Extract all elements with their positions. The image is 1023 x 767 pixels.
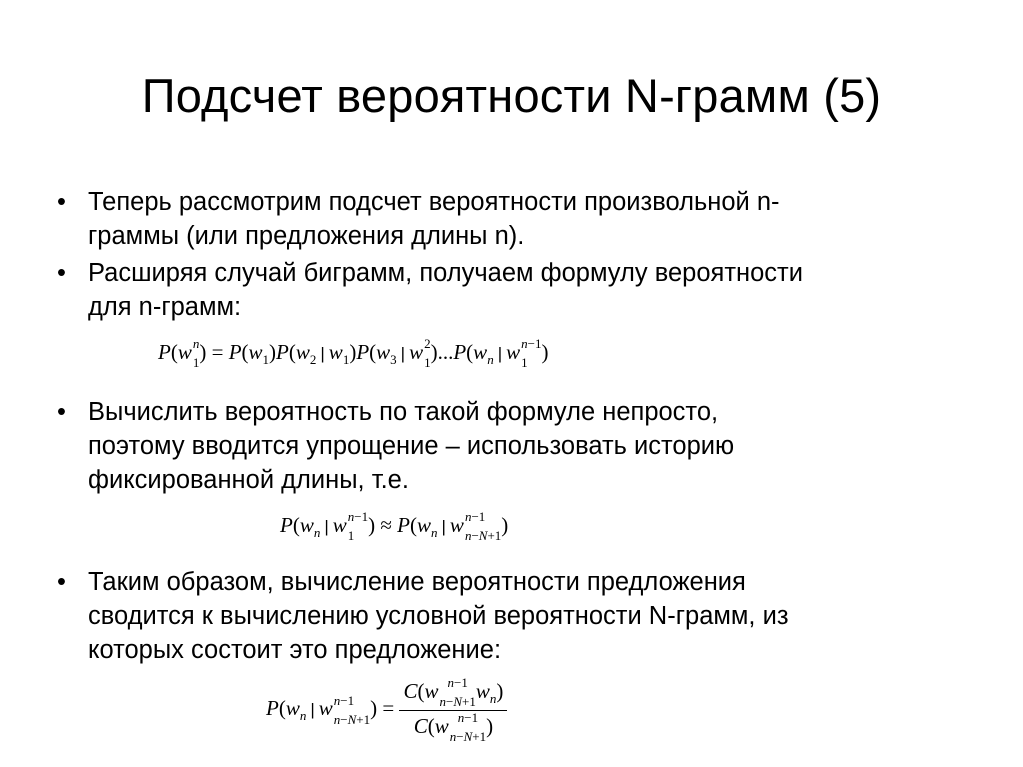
bullet-line: Таким образом, вычисление вероятности предложения: [88, 568, 746, 596]
bullet-line: фиксированной длины, т.е.: [88, 466, 409, 494]
bullet-line: Вычислить вероятность по такой формуле непросто,: [88, 398, 719, 426]
fraction-numerator: C(w n−1 n−N+1 $w_n$): [399, 680, 507, 711]
bullet-marker: •: [57, 568, 66, 596]
formula-markov-approx: [280, 509, 509, 543]
bullet-line: которых состоит это предложение:: [88, 636, 502, 664]
bullet-item-3: [57, 395, 957, 497]
bullet-line: для n-грамм:: [88, 293, 242, 321]
bullet-marker: •: [57, 188, 66, 216]
formula-chain-rule: [158, 336, 549, 370]
bullet-line: граммы (или предложения длины n).: [88, 222, 525, 250]
bullet-line: сводится к вычислению условной вероятности N-грамм, из: [88, 602, 789, 630]
bullet-line: Теперь рассмотрим подсчет вероятности произвольной n-: [88, 188, 780, 216]
bullet-item-2: [57, 256, 957, 324]
slide-title: Подсчет вероятности N-грамм (5): [141, 69, 882, 122]
fraction-denominator: C(w n−1 n−N+1 ): [413, 710, 494, 744]
bullet-line: поэтому вводится упрощение – использовать историю: [88, 432, 735, 460]
formula-markov-approx-rendering: $P(w_n$ | w n−1 1 ) ≈ $P(w_n$ | w n−1 n−N+1 ): [280, 509, 509, 543]
formula-chain-rule-rendering: P(w n 1 ) = $P(w_1)P(w_2$ | $w_1)P(w_3$ | w 2 1 )$...P(w_n$ | w n−1 1 ): [158, 336, 549, 370]
bullet-line: Расширяя случай биграмм, получаем формулу вероятности: [88, 259, 803, 287]
bullet-item-1: [57, 185, 957, 253]
bullet-marker: •: [57, 398, 66, 426]
formula-mle-fraction: [399, 675, 507, 744]
formula-mle-lhs: $P(w_n$ | w n−1 n−N+1 ) =: [266, 692, 400, 727]
bullet-item-4: [57, 565, 957, 667]
formula-mle-estimate: [266, 675, 507, 744]
bullet-marker: •: [57, 259, 66, 287]
